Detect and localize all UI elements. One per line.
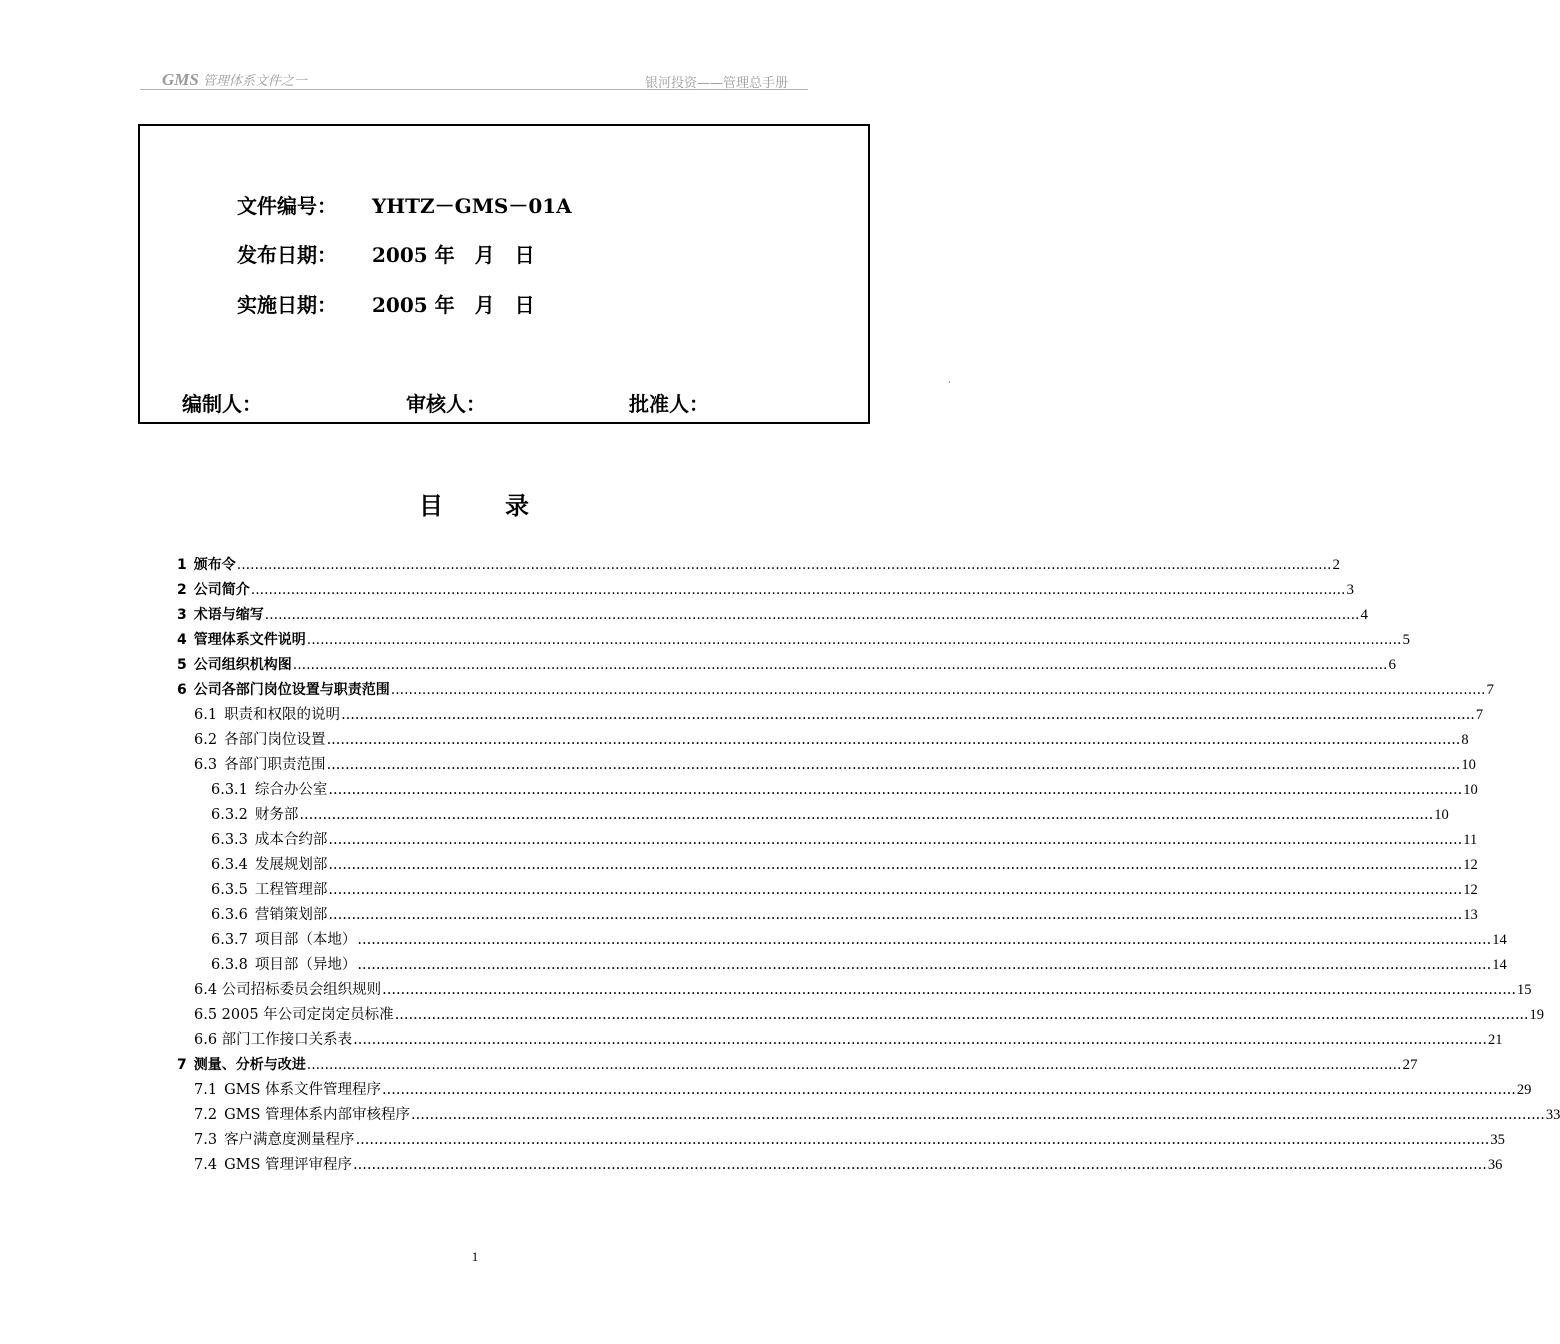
toc-title-char-1: 目 [419, 492, 445, 520]
toc-title-char-2: 录 [505, 492, 531, 520]
toc-entry[interactable]: 6.3.1 综合办公室 ..... 10 [211, 777, 780, 799]
toc-entry[interactable]: 6.5 2005 年公司定岗定员标准 ..... 19 [194, 1002, 780, 1024]
toc-entry[interactable]: 6.3.3 成本合约部 ..... 11 [211, 827, 780, 849]
toc-entry[interactable]: 1 颁布令 ..... 2 [177, 552, 780, 574]
approver-label: 批准人： [629, 392, 709, 416]
toc-entry[interactable]: 4 管理体系文件说明 ..... 5 [177, 627, 780, 649]
release-date-value: 2005 年 月 日 [372, 243, 535, 267]
toc-entry[interactable]: 6.3.4 发展规划部 ..... 12 [211, 852, 780, 874]
reviewer-label: 审核人： [406, 392, 486, 416]
document-info-box [138, 124, 870, 424]
toc-entry[interactable]: 2 公司简介 ..... 3 [177, 577, 780, 599]
file-number-value: YHTZ－GMS－01A [372, 194, 572, 218]
release-date-row [237, 239, 535, 268]
page-number: 1 [471, 1249, 479, 1264]
toc-title [0, 486, 950, 521]
toc-entry[interactable]: 7.2 GMS 管理体系内部审核程序 ..... 33 [194, 1102, 780, 1124]
toc-entry[interactable]: 6.3.8 项目部（异地） ..... 14 [211, 952, 780, 974]
toc-entry[interactable]: 6.2 各部门岗位设置 ..... 8 [194, 727, 780, 749]
toc-entry[interactable]: 6.3.7 项目部（本地） ..... 14 [211, 927, 780, 949]
toc-entry[interactable]: 7.1 GMS 体系文件管理程序 ..... 29 [194, 1077, 780, 1099]
toc-entry[interactable]: 6 公司各部门岗位设置与职责范围 ..... 7 [177, 677, 780, 699]
toc-entry[interactable]: 6.3.5 工程管理部 ..... 12 [211, 877, 780, 899]
toc-entry[interactable]: 6.3.6 营销策划部 ..... 13 [211, 902, 780, 924]
toc-entry[interactable]: 6.1 职责和权限的说明 ..... 7 [194, 702, 780, 724]
release-date-label: 发布日期： [237, 243, 337, 267]
header-left [162, 70, 307, 90]
toc-entry[interactable]: 6.3.2 财务部 ..... 10 [211, 802, 780, 824]
toc-entry[interactable]: 6.4 公司招标委员会组织规则 ..... 15 [194, 977, 780, 999]
toc-entry[interactable]: 5 公司组织机构图 ..... 6 [177, 652, 780, 674]
effective-date-label: 实施日期： [237, 293, 337, 317]
effective-date-value: 2005 年 月 日 [372, 293, 535, 317]
header-right-text: 银河投资——管理总手册 [644, 76, 788, 91]
effective-date-row [237, 289, 535, 318]
editor-label: 编制人： [182, 392, 262, 416]
header-left-text: 管理体系文件之一 [202, 74, 307, 89]
toc-entry[interactable]: 7 测量、分析与改进 ..... 27 [177, 1052, 780, 1074]
header-brand: GMS [162, 70, 199, 89]
toc-entry[interactable]: 6.3 各部门职责范围 ..... 10 [194, 752, 780, 774]
toc-entry[interactable]: 7.4 GMS 管理评审程序 ..... 36 [194, 1152, 780, 1174]
toc-entry[interactable]: 3 术语与缩写 ..... 4 [177, 602, 780, 624]
toc-entry[interactable]: 6.6 部门工作接口关系表 ..... 21 [194, 1027, 780, 1049]
margin-marker: · [948, 378, 951, 387]
file-number-row [237, 190, 572, 219]
file-number-label: 文件编号： [237, 194, 337, 218]
header-divider [140, 89, 808, 90]
toc-entry[interactable]: 7.3 客户满意度测量程序 ..... 35 [194, 1127, 780, 1149]
